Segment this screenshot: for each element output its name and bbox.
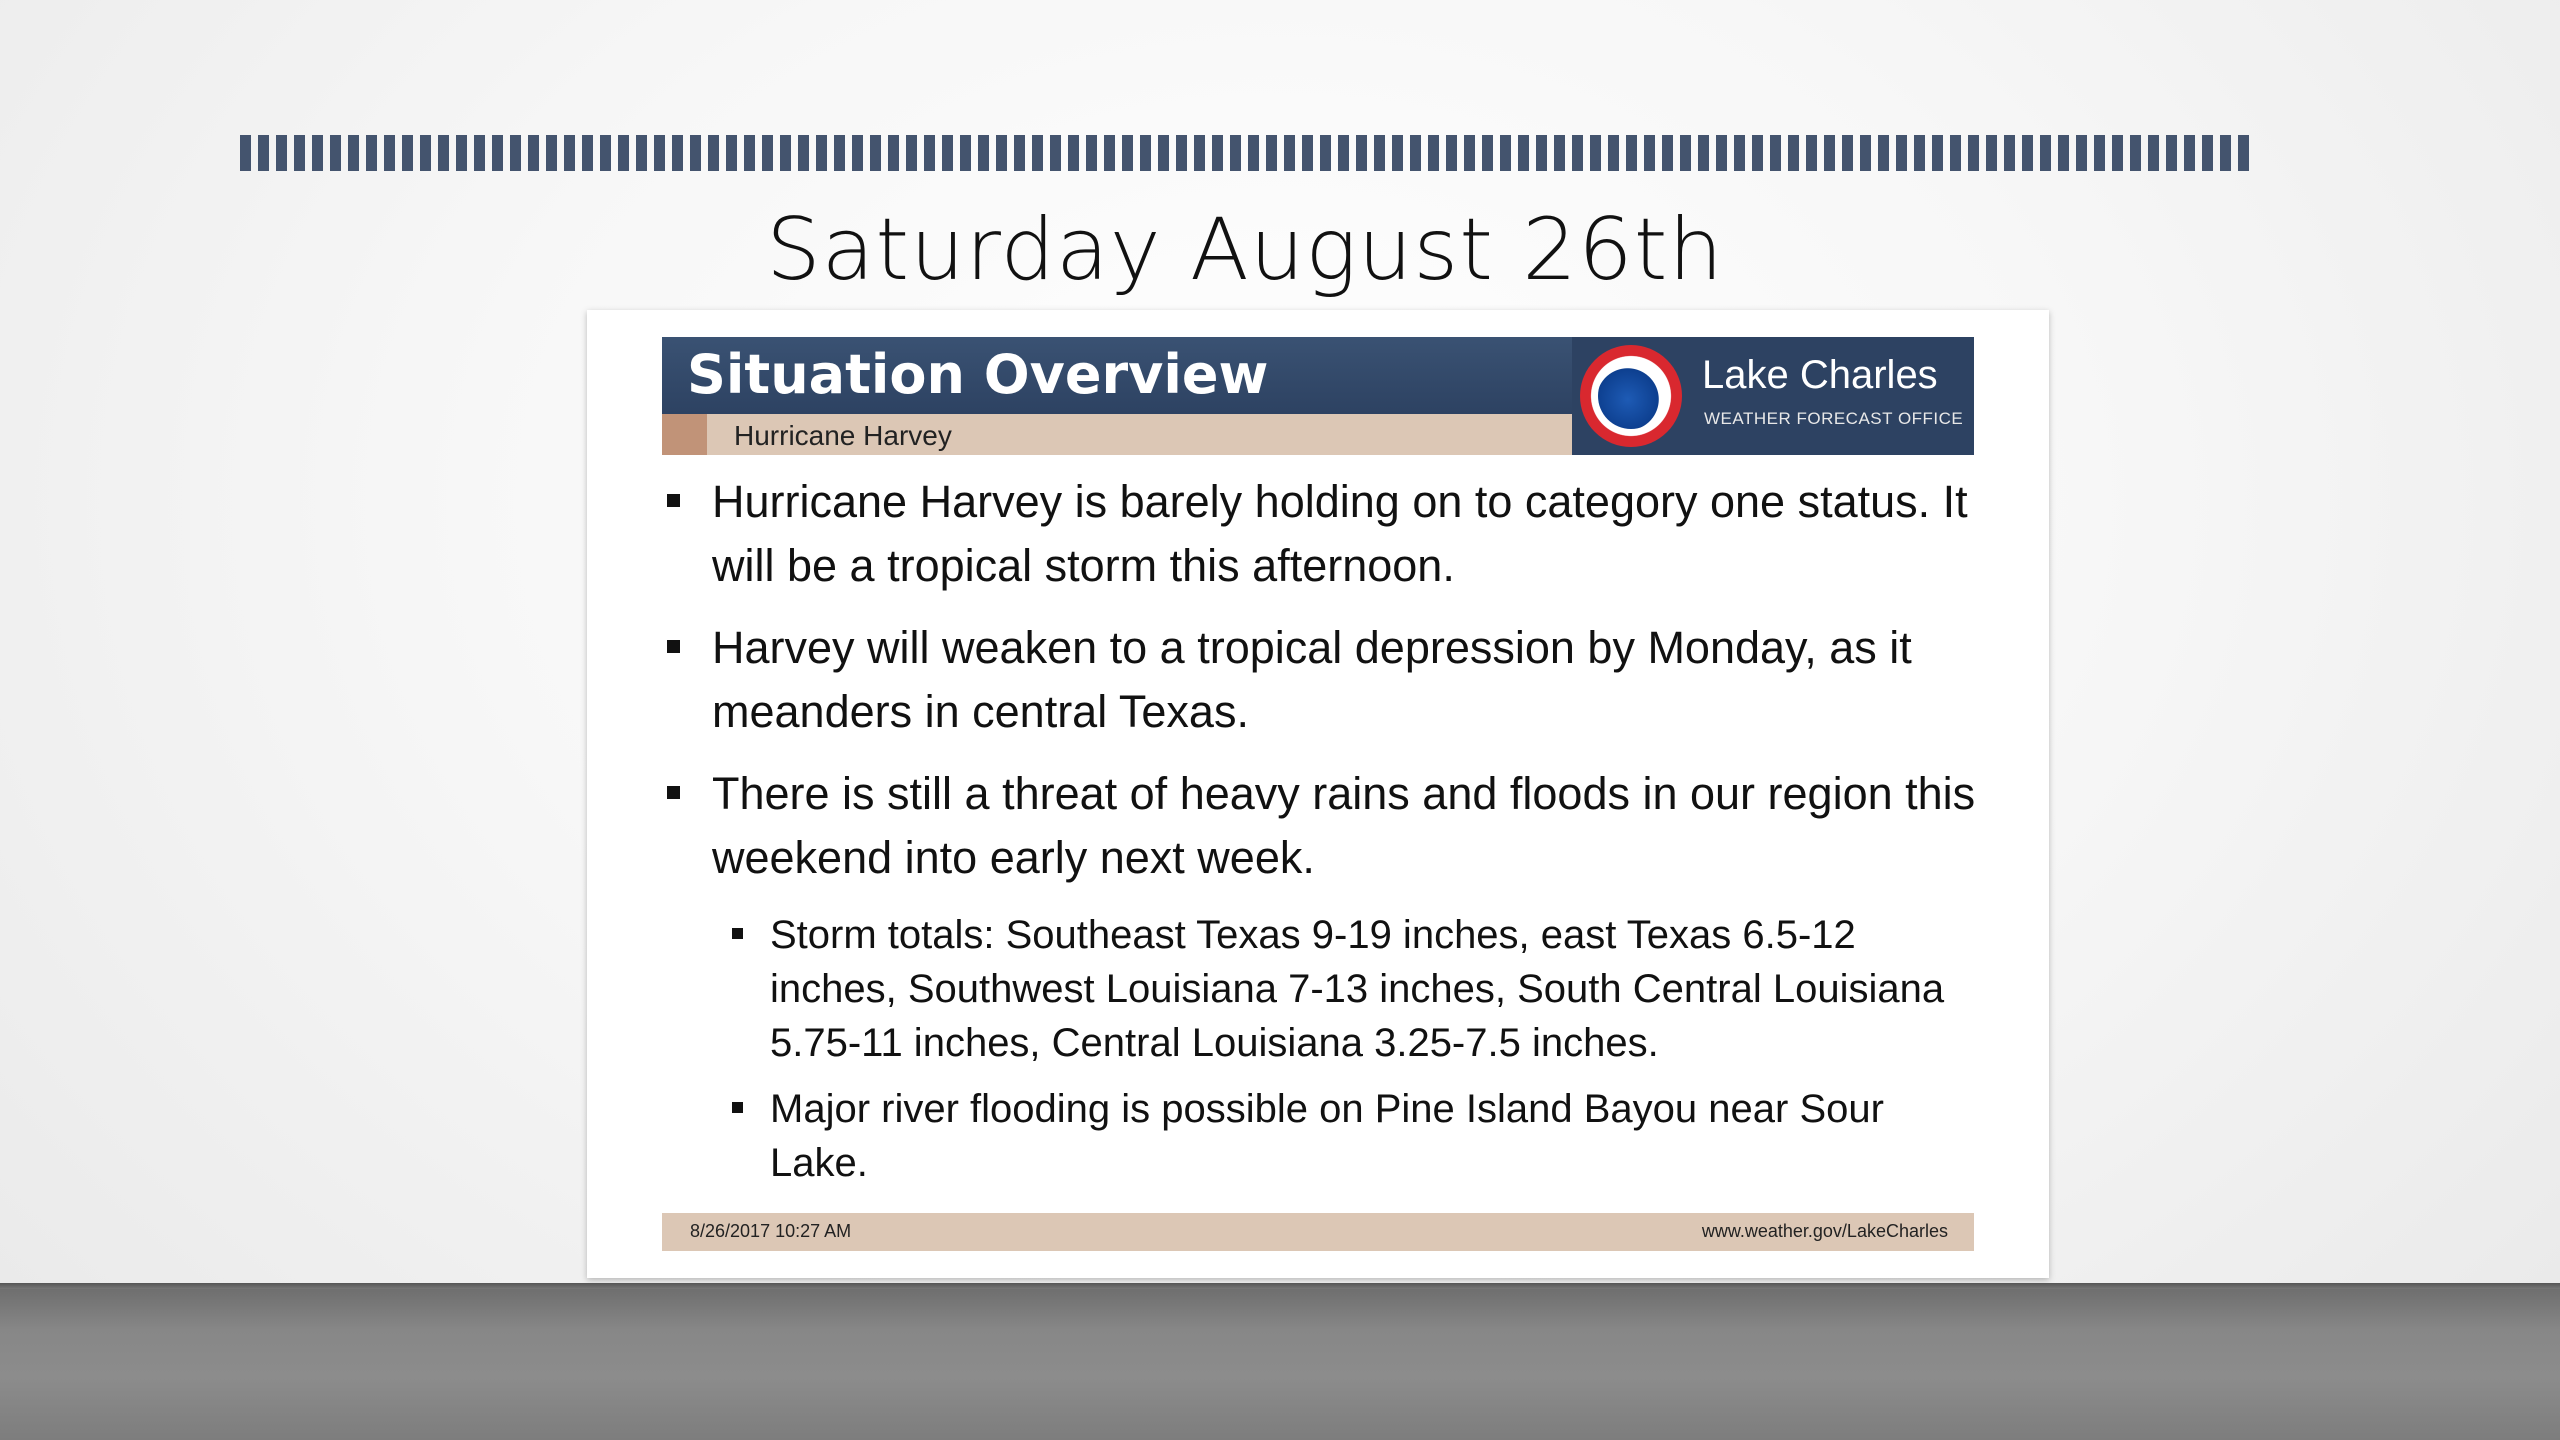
office-branding	[1572, 337, 1974, 455]
bullet-list	[662, 470, 1982, 1202]
header-subtitle-bar	[662, 414, 1572, 455]
footer-date: 8/26/2017 10:27 AM	[690, 1221, 852, 1241]
footer-url: www.weather.gov/LakeCharles	[1701, 1221, 1948, 1241]
nws-logo-inner	[1598, 363, 1664, 429]
office-name: Lake Charles	[1702, 353, 1938, 397]
header-title: Situation Overview	[687, 343, 1269, 406]
floor-background	[0, 1283, 2560, 1440]
situation-overview-slide	[587, 310, 2049, 1278]
nws-logo-icon	[1580, 345, 1682, 447]
bullet-item: Hurricane Harvey is barely holding on to category one status. It will be a tropical storm this afternoon.	[662, 470, 1982, 598]
sub-bullet-item: Major river flooding is possible on Pine Island Bayou near Sour Lake.	[662, 1082, 1982, 1190]
header-title-block	[662, 337, 1572, 455]
sub-bullet-item: Storm totals: Southeast Texas 9-19 inches, east Texas 6.5-12 inches, Southwest Louisiana 7-13 inches, South Central Louisiana 5.75-11 inches, Central Louisiana 3.25-7.5 inches.	[662, 908, 1982, 1070]
header-subtitle: Hurricane Harvey	[734, 420, 952, 451]
slide-header	[662, 337, 1974, 455]
decorative-stripe-bar	[240, 135, 2255, 171]
slide-footer	[662, 1213, 1974, 1251]
slide-title: Saturday August 26th	[766, 200, 1724, 300]
header-title-bar	[662, 337, 1572, 414]
bullet-item: Harvey will weaken to a tropical depression by Monday, as it meanders in central Texas.	[662, 616, 1982, 744]
subtitle-accent	[662, 414, 707, 455]
office-subtitle: WEATHER FORECAST OFFICE	[1704, 409, 1964, 428]
bullet-item: There is still a threat of heavy rains and floods in our region this weekend into early next week.	[662, 762, 1982, 890]
